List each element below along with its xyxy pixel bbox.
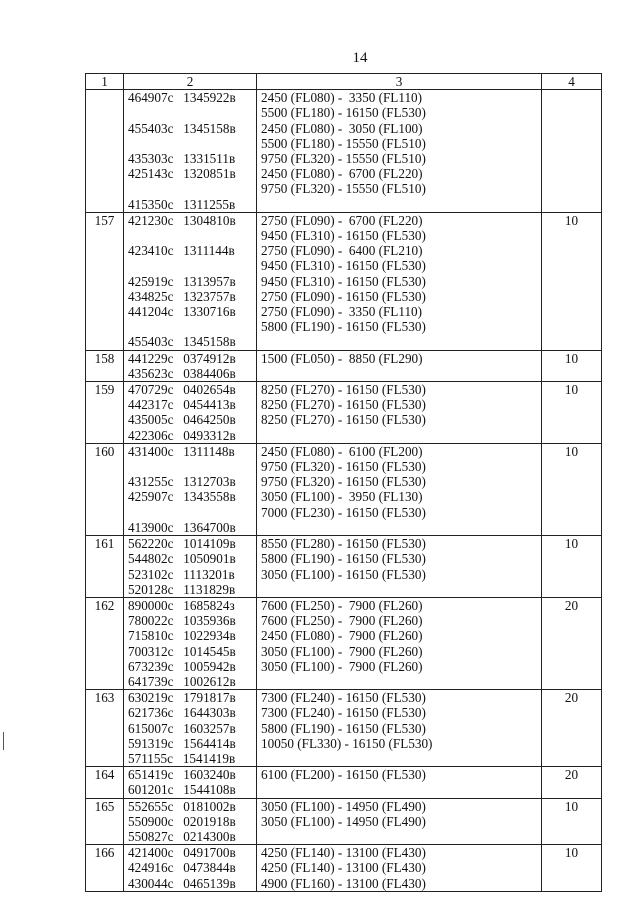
coordinates-cell: 523102с 1113201в bbox=[124, 567, 257, 582]
row-number-cell bbox=[86, 166, 124, 181]
table-row bbox=[86, 334, 602, 350]
row-number-cell bbox=[86, 428, 124, 444]
row-number-cell bbox=[86, 228, 124, 243]
value-cell bbox=[542, 459, 602, 474]
altitude-range-cell: 6100 (FL200) - 16150 (FL530) bbox=[257, 767, 542, 783]
row-number-cell bbox=[86, 319, 124, 334]
value-cell: 10 bbox=[542, 350, 602, 366]
value-cell: 10 bbox=[542, 798, 602, 814]
value-cell bbox=[542, 319, 602, 334]
table-row bbox=[86, 151, 602, 166]
table-row bbox=[86, 659, 602, 674]
altitude-range-cell: 4900 (FL160) - 13100 (FL430) bbox=[257, 876, 542, 892]
row-number-cell bbox=[86, 397, 124, 412]
coordinates-cell: 441229с 0374912в bbox=[124, 350, 257, 366]
row-number-cell bbox=[86, 505, 124, 520]
coordinates-cell: 651419с 1603240в bbox=[124, 767, 257, 783]
coordinates-cell bbox=[124, 105, 257, 120]
value-cell bbox=[542, 228, 602, 243]
table-row bbox=[86, 197, 602, 213]
value-cell bbox=[542, 166, 602, 181]
row-number-cell: 159 bbox=[86, 382, 124, 398]
altitude-range-cell: 5800 (FL190) - 16150 (FL530) bbox=[257, 721, 542, 736]
coordinates-cell: 552655с 0181002в bbox=[124, 798, 257, 814]
coordinates-cell: 441204с 1330716в bbox=[124, 304, 257, 319]
coordinates-cell: 422306с 0493312в bbox=[124, 428, 257, 444]
table-row bbox=[86, 628, 602, 643]
altitude-range-cell bbox=[257, 751, 542, 767]
altitude-range-cell: 9750 (FL320) - 16150 (FL530) bbox=[257, 459, 542, 474]
coordinates-cell: 421230с 1304810в bbox=[124, 212, 257, 228]
altitude-range-cell: 2450 (FL080) - 6700 (FL220) bbox=[257, 166, 542, 181]
row-number-cell bbox=[86, 520, 124, 536]
value-cell bbox=[542, 505, 602, 520]
row-number-cell bbox=[86, 736, 124, 751]
coordinates-cell bbox=[124, 319, 257, 334]
value-cell bbox=[542, 782, 602, 798]
table-row bbox=[86, 289, 602, 304]
value-cell bbox=[542, 876, 602, 892]
header-col-2: 2 bbox=[124, 74, 257, 90]
table-row bbox=[86, 705, 602, 720]
row-number-cell bbox=[86, 366, 124, 382]
table-row bbox=[86, 644, 602, 659]
table-row bbox=[86, 319, 602, 334]
value-cell bbox=[542, 243, 602, 258]
row-number-cell bbox=[86, 582, 124, 598]
altitude-range-cell: 2450 (FL080) - 7900 (FL260) bbox=[257, 628, 542, 643]
coordinates-cell: 562220с 1014109в bbox=[124, 536, 257, 552]
row-number-cell bbox=[86, 459, 124, 474]
altitude-range-cell: 1500 (FL050) - 8850 (FL290) bbox=[257, 350, 542, 366]
value-cell bbox=[542, 551, 602, 566]
table-row bbox=[86, 782, 602, 798]
row-number-cell: 166 bbox=[86, 845, 124, 861]
table-row bbox=[86, 876, 602, 892]
table-row bbox=[86, 829, 602, 845]
altitude-range-cell: 3050 (FL100) - 14950 (FL490) bbox=[257, 814, 542, 829]
altitude-range-cell bbox=[257, 334, 542, 350]
coordinates-cell bbox=[124, 505, 257, 520]
row-number-cell: 158 bbox=[86, 350, 124, 366]
value-cell bbox=[542, 567, 602, 582]
header-col-1: 1 bbox=[86, 74, 124, 90]
row-number-cell bbox=[86, 860, 124, 875]
row-number-cell: 162 bbox=[86, 597, 124, 613]
row-number-cell bbox=[86, 489, 124, 504]
row-number-cell bbox=[86, 274, 124, 289]
altitude-range-cell: 3050 (FL100) - 3950 (FL130) bbox=[257, 489, 542, 504]
altitude-range-cell: 4250 (FL140) - 13100 (FL430) bbox=[257, 860, 542, 875]
table-row bbox=[86, 397, 602, 412]
table-row bbox=[86, 751, 602, 767]
row-number-cell bbox=[86, 659, 124, 674]
value-cell bbox=[542, 121, 602, 136]
altitude-range-cell bbox=[257, 829, 542, 845]
table-row bbox=[86, 489, 602, 504]
row-number-cell bbox=[86, 197, 124, 213]
value-cell bbox=[542, 736, 602, 751]
coordinates-cell: 550900с 0201918в bbox=[124, 814, 257, 829]
row-number-cell bbox=[86, 644, 124, 659]
coordinates-cell: 630219с 1791817в bbox=[124, 690, 257, 706]
table-row bbox=[86, 166, 602, 181]
row-number-cell bbox=[86, 829, 124, 845]
coordinates-cell: 434825с 1323757в bbox=[124, 289, 257, 304]
table-row bbox=[86, 228, 602, 243]
table-row bbox=[86, 613, 602, 628]
value-cell bbox=[542, 289, 602, 304]
table-row bbox=[86, 690, 602, 706]
table-row bbox=[86, 105, 602, 120]
value-cell bbox=[542, 520, 602, 536]
coordinates-cell: 700312с 1014545в bbox=[124, 644, 257, 659]
row-number-cell: 164 bbox=[86, 767, 124, 783]
table-row bbox=[86, 212, 602, 228]
table-row bbox=[86, 597, 602, 613]
row-number-cell bbox=[86, 876, 124, 892]
row-number-cell: 163 bbox=[86, 690, 124, 706]
value-cell bbox=[542, 674, 602, 690]
coordinates-cell: 442317с 0454413в bbox=[124, 397, 257, 412]
row-number-cell bbox=[86, 243, 124, 258]
altitude-range-cell: 9450 (FL310) - 16150 (FL530) bbox=[257, 274, 542, 289]
table-row bbox=[86, 845, 602, 861]
row-number-cell bbox=[86, 551, 124, 566]
row-number-cell: 165 bbox=[86, 798, 124, 814]
table-row bbox=[86, 582, 602, 598]
altitude-range-cell: 2750 (FL090) - 16150 (FL530) bbox=[257, 289, 542, 304]
altitude-range-cell: 2750 (FL090) - 3350 (FL110) bbox=[257, 304, 542, 319]
altitude-range-cell: 2750 (FL090) - 6700 (FL220) bbox=[257, 212, 542, 228]
coordinates-cell: 425143с 1320851в bbox=[124, 166, 257, 181]
altitude-range-cell: 9450 (FL310) - 16150 (FL530) bbox=[257, 228, 542, 243]
value-cell bbox=[542, 105, 602, 120]
table-row bbox=[86, 798, 602, 814]
coordinates-cell: 435623с 0384406в bbox=[124, 366, 257, 382]
row-number-cell bbox=[86, 628, 124, 643]
coordinates-cell: 621736с 1644303в bbox=[124, 705, 257, 720]
altitude-range-cell: 8250 (FL270) - 16150 (FL530) bbox=[257, 412, 542, 427]
row-number-cell bbox=[86, 121, 124, 136]
table-row bbox=[86, 814, 602, 829]
value-cell bbox=[542, 814, 602, 829]
value-cell: 20 bbox=[542, 690, 602, 706]
altitude-range-cell: 8250 (FL270) - 16150 (FL530) bbox=[257, 382, 542, 398]
altitude-range-cell bbox=[257, 582, 542, 598]
altitude-range-cell: 10050 (FL330) - 16150 (FL530) bbox=[257, 736, 542, 751]
table-row bbox=[86, 412, 602, 427]
value-cell bbox=[542, 829, 602, 845]
altitude-range-cell: 7000 (FL230) - 16150 (FL530) bbox=[257, 505, 542, 520]
coordinates-cell: 464907с 1345922в bbox=[124, 90, 257, 106]
value-cell: 10 bbox=[542, 212, 602, 228]
table-body bbox=[86, 90, 602, 892]
row-number-cell: 160 bbox=[86, 443, 124, 459]
row-number-cell bbox=[86, 751, 124, 767]
coordinates-cell: 544802с 1050901в bbox=[124, 551, 257, 566]
table-row bbox=[86, 536, 602, 552]
page-number: 14 bbox=[352, 50, 368, 66]
coordinates-cell: 455403с 1345158в bbox=[124, 334, 257, 350]
altitude-range-cell bbox=[257, 782, 542, 798]
altitude-range-cell bbox=[257, 428, 542, 444]
coordinates-cell: 550827с 0214300в bbox=[124, 829, 257, 845]
coordinates-cell: 425907с 1343558в bbox=[124, 489, 257, 504]
altitude-range-cell bbox=[257, 366, 542, 382]
value-cell bbox=[542, 721, 602, 736]
row-number-cell bbox=[86, 705, 124, 720]
value-cell bbox=[542, 136, 602, 151]
altitude-range-cell: 3050 (FL100) - 14950 (FL490) bbox=[257, 798, 542, 814]
coordinates-cell bbox=[124, 181, 257, 196]
coordinates-cell: 520128с 1131829в bbox=[124, 582, 257, 598]
table-row bbox=[86, 428, 602, 444]
row-number-cell bbox=[86, 136, 124, 151]
row-number-cell bbox=[86, 151, 124, 166]
value-cell bbox=[542, 428, 602, 444]
table-row bbox=[86, 551, 602, 566]
altitude-range-cell: 2450 (FL080) - 3050 (FL100) bbox=[257, 121, 542, 136]
coordinates-cell: 421400с 0491700в bbox=[124, 845, 257, 861]
table-row bbox=[86, 459, 602, 474]
value-cell bbox=[542, 197, 602, 213]
coordinates-cell: 470729с 0402654в bbox=[124, 382, 257, 398]
table-row bbox=[86, 767, 602, 783]
altitude-range-cell: 8550 (FL280) - 16150 (FL530) bbox=[257, 536, 542, 552]
altitude-range-cell: 5800 (FL190) - 16150 (FL530) bbox=[257, 551, 542, 566]
coordinates-cell: 591319с 1564414в bbox=[124, 736, 257, 751]
altitude-range-cell: 7300 (FL240) - 16150 (FL530) bbox=[257, 705, 542, 720]
coordinates-cell bbox=[124, 136, 257, 151]
table-row bbox=[86, 567, 602, 582]
value-cell bbox=[542, 705, 602, 720]
coordinates-cell: 673239с 1005942в bbox=[124, 659, 257, 674]
value-cell bbox=[542, 751, 602, 767]
coordinates-cell: 423410с 1311144в bbox=[124, 243, 257, 258]
coordinates-cell: 431255с 1312703в bbox=[124, 474, 257, 489]
value-cell bbox=[542, 397, 602, 412]
altitude-range-cell: 9750 (FL320) - 16150 (FL530) bbox=[257, 474, 542, 489]
table-row bbox=[86, 721, 602, 736]
altitude-range-cell bbox=[257, 674, 542, 690]
row-number-cell bbox=[86, 181, 124, 196]
altitude-range-cell: 7300 (FL240) - 16150 (FL530) bbox=[257, 690, 542, 706]
altitude-range-cell: 3050 (FL100) - 16150 (FL530) bbox=[257, 567, 542, 582]
table-row bbox=[86, 860, 602, 875]
row-number-cell: 161 bbox=[86, 536, 124, 552]
row-number-cell bbox=[86, 782, 124, 798]
header-col-4: 4 bbox=[542, 74, 602, 90]
value-cell bbox=[542, 613, 602, 628]
altitude-range-cell: 3050 (FL100) - 7900 (FL260) bbox=[257, 659, 542, 674]
table-row bbox=[86, 674, 602, 690]
table-row bbox=[86, 136, 602, 151]
value-cell bbox=[542, 474, 602, 489]
altitude-range-cell bbox=[257, 197, 542, 213]
table-row bbox=[86, 181, 602, 196]
coordinates-cell: 780022с 1035936в bbox=[124, 613, 257, 628]
table-row bbox=[86, 90, 602, 106]
value-cell bbox=[542, 304, 602, 319]
row-number-cell bbox=[86, 90, 124, 106]
value-cell bbox=[542, 489, 602, 504]
coordinates-cell bbox=[124, 459, 257, 474]
altitude-range-cell: 2750 (FL090) - 6400 (FL210) bbox=[257, 243, 542, 258]
header-row bbox=[86, 74, 602, 90]
table-row bbox=[86, 350, 602, 366]
value-cell bbox=[542, 644, 602, 659]
altitude-range-cell: 5800 (FL190) - 16150 (FL530) bbox=[257, 319, 542, 334]
altitude-range-cell: 7600 (FL250) - 7900 (FL260) bbox=[257, 613, 542, 628]
row-number-cell bbox=[86, 567, 124, 582]
value-cell bbox=[542, 860, 602, 875]
value-cell bbox=[542, 151, 602, 166]
coordinates-cell: 601201с 1544108в bbox=[124, 782, 257, 798]
coordinates-cell: 431400с 1311148в bbox=[124, 443, 257, 459]
table-row bbox=[86, 474, 602, 489]
value-cell bbox=[542, 412, 602, 427]
altitude-range-cell: 5500 (FL180) - 15550 (FL510) bbox=[257, 136, 542, 151]
altitude-range-cell: 7600 (FL250) - 7900 (FL260) bbox=[257, 597, 542, 613]
value-cell bbox=[542, 582, 602, 598]
table-row bbox=[86, 121, 602, 136]
table-row bbox=[86, 736, 602, 751]
coordinates-cell: 413900с 1364700в bbox=[124, 520, 257, 536]
row-number-cell bbox=[86, 674, 124, 690]
altitude-range-cell: 5500 (FL180) - 16150 (FL530) bbox=[257, 105, 542, 120]
value-cell: 20 bbox=[542, 597, 602, 613]
row-number-cell bbox=[86, 814, 124, 829]
table-row bbox=[86, 274, 602, 289]
row-number-cell bbox=[86, 412, 124, 427]
altitude-range-cell: 8250 (FL270) - 16150 (FL530) bbox=[257, 397, 542, 412]
coordinates-cell: 415350с 1311255в bbox=[124, 197, 257, 213]
coordinates-cell bbox=[124, 228, 257, 243]
coordinates-cell: 455403с 1345158в bbox=[124, 121, 257, 136]
value-cell bbox=[542, 628, 602, 643]
row-number-cell bbox=[86, 289, 124, 304]
coordinates-cell: 715810с 1022934в bbox=[124, 628, 257, 643]
value-cell bbox=[542, 366, 602, 382]
row-number-cell bbox=[86, 105, 124, 120]
value-cell: 10 bbox=[542, 382, 602, 398]
coordinates-cell: 425919с 1313957в bbox=[124, 274, 257, 289]
table-row bbox=[86, 382, 602, 398]
value-cell bbox=[542, 274, 602, 289]
coordinates-cell: 641739с 1002612в bbox=[124, 674, 257, 690]
coordinates-cell: 890000с 1685824з bbox=[124, 597, 257, 613]
coordinates-cell: 430044с 0465139в bbox=[124, 876, 257, 892]
coordinates-cell: 435303с 1331511в bbox=[124, 151, 257, 166]
value-cell bbox=[542, 334, 602, 350]
table-row bbox=[86, 505, 602, 520]
table-row bbox=[86, 258, 602, 273]
altitude-range-cell: 2450 (FL080) - 3350 (FL110) bbox=[257, 90, 542, 106]
altitude-range-cell: 9450 (FL310) - 16150 (FL530) bbox=[257, 258, 542, 273]
table-row bbox=[86, 366, 602, 382]
row-number-cell bbox=[86, 474, 124, 489]
row-number-cell bbox=[86, 304, 124, 319]
row-number-cell bbox=[86, 613, 124, 628]
airspace-table bbox=[85, 73, 602, 892]
coordinates-cell bbox=[124, 258, 257, 273]
row-number-cell bbox=[86, 334, 124, 350]
row-number-cell bbox=[86, 258, 124, 273]
coordinates-cell: 435005с 0464250в bbox=[124, 412, 257, 427]
row-number-cell bbox=[86, 721, 124, 736]
altitude-range-cell: 9750 (FL320) - 15550 (FL510) bbox=[257, 181, 542, 196]
value-cell: 10 bbox=[542, 536, 602, 552]
coordinates-cell: 571155с 1541419в bbox=[124, 751, 257, 767]
table-row bbox=[86, 304, 602, 319]
coordinates-cell: 424916с 0473844в bbox=[124, 860, 257, 875]
altitude-range-cell: 2450 (FL080) - 6100 (FL200) bbox=[257, 443, 542, 459]
altitude-range-cell bbox=[257, 520, 542, 536]
table-row bbox=[86, 243, 602, 258]
value-cell: 10 bbox=[542, 845, 602, 861]
value-cell bbox=[542, 181, 602, 196]
value-cell bbox=[542, 258, 602, 273]
header-col-3: 3 bbox=[257, 74, 542, 90]
table-row bbox=[86, 520, 602, 536]
value-cell bbox=[542, 90, 602, 106]
scan-margin-mark bbox=[3, 732, 4, 750]
altitude-range-cell: 4250 (FL140) - 13100 (FL430) bbox=[257, 845, 542, 861]
table-row bbox=[86, 443, 602, 459]
altitude-range-cell: 3050 (FL100) - 7900 (FL260) bbox=[257, 644, 542, 659]
value-cell: 10 bbox=[542, 443, 602, 459]
row-number-cell: 157 bbox=[86, 212, 124, 228]
value-cell bbox=[542, 659, 602, 674]
value-cell: 20 bbox=[542, 767, 602, 783]
altitude-range-cell: 9750 (FL320) - 15550 (FL510) bbox=[257, 151, 542, 166]
coordinates-cell: 615007с 1603257в bbox=[124, 721, 257, 736]
